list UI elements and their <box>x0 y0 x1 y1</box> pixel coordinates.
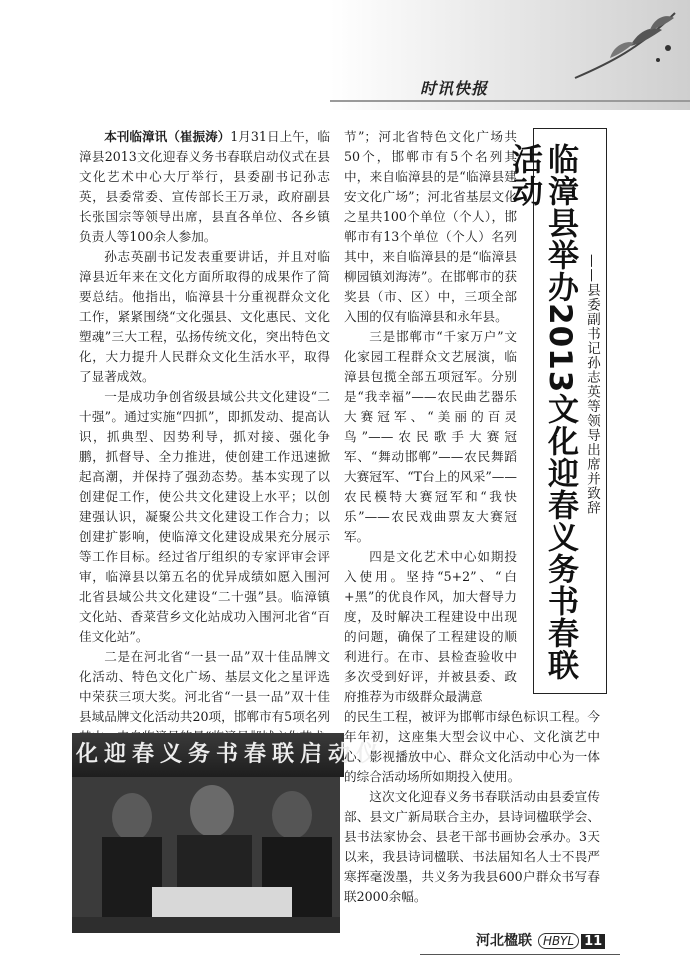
headline-title: 临漳县举办2013文化迎春义务书春联活动 <box>506 143 578 682</box>
article-column-middle <box>344 127 517 707</box>
header-band <box>330 0 690 110</box>
photo-scene-icon <box>72 777 340 933</box>
article-column-left <box>79 127 330 747</box>
article-paragraph: 一是成功争创省级县域公共文化建设“二十强”。通过实施“四抓”，即抓发动、提高认识，抓典型、因势利导，抓对接、强化争鹏，抓督导、全力推进，使创建工作迅速掀起高潮，并保持了强劲态势。基本实现了以创建促工作，使公共文化建设上水平；以创建强认识，凝聚公共文化建设工作合力；以创建扩影响，使临漳文化建设成果充分展示等工作目标。经过省厅组织的专家评审会评审，临漳县以第五名的优异成绩如愿入围河北省县域公共文化建设“二十强”县。临漳镇文化站、香菜营乡文化站成功入围河北省“百佳文化站”。 <box>79 389 330 644</box>
article-paragraph: 四是文化艺术中心如期投入使用。坚持“5+2”、“白+黑”的优良作风，加大督导力度，及时解决工程建设中出现的问题，确保了工程建设的顺利进行。在市、县检查验收中多次受到好评，并被县委、政府推荐为市级群众最满意 <box>344 549 517 704</box>
article-column-bottom <box>344 707 600 907</box>
article-paragraph: 的民生工程，被评为邯郸市绿色标识工程。今年年初，这座集大型会议中心、文化演艺中心、影视播放中心、群众文化活动中心为一体的综合活动场所如期投入使用。 <box>344 709 600 784</box>
branch-decoration-icon <box>570 8 680 88</box>
article-paragraph: 三是邯郸市“千家万户”文化家园工程群众文艺展演，临漳县包揽全部五项冠军。分别是“我幸福”——农民曲艺器乐大赛冠军、“美丽的百灵鸟”——农民歌手大赛冠军、“舞动邯郸”——农民舞蹈大赛冠军、“T台上的风采”——农民模特大赛冠军和“我快乐”——农民戏曲票友大赛冠军。 <box>344 329 517 544</box>
headline-subtitle: ——县委副书记孙志英等领导出席并致辞 <box>584 254 600 515</box>
article-paragraph: 这次文化迎春义务书春联活动由县委宣传部、县文广新局联合主办，县诗词楹联学会、县书法家协会、县老干部书画协会承办。3天以来，我县诗词楹联、书法届知名人士不畏严寒挥毫泼墨，共义务为我县600户群众书写春联2000余幅。 <box>344 789 600 904</box>
article-paragraph: 孙志英副书记发表重要讲话，并且对临漳县近年来在文化方面所取得的成果作了简要总结。他指出，临漳县十分重视群众文化工作，紧紧围绕“文化强县、文化惠民、文化塑魂”三大工程，弘扬传统文化，突出特色文化，大力提升人民群众文化生活水平，取得了显著成效。 <box>79 249 330 384</box>
article-paragraph: 二是在河北省“一县一品”双十佳品牌文化活动、特色文化广场、基层文化之星评选中荣获三项大奖。河北省“一县一品”双十佳县域品牌文化活动共20项，邯郸市有5项名列 <box>79 649 330 724</box>
article-paragraph: 节”；河北省特色文化广场共50个，邯郸市有5个名列其中，来自临漳县的是“临漳县建安文化广场”；河北省基层文化之星共100个单位（个人），邯郸市有13个单位（个人）名列其中，来自临漳县的是“临漳县柳园镇刘海涛”。在邯郸市的获奖县（市、区）中，三项全部入围的仅有临漳县和永年县。 <box>344 129 517 324</box>
page-number: 11 <box>581 934 605 949</box>
magazine-abbr: HBYL <box>538 933 579 949</box>
section-title: 时讯快报 <box>420 79 489 98</box>
photo-banner: 化迎春义务书春联启动仪 <box>72 733 344 777</box>
headline-box <box>506 128 607 694</box>
footer-rule <box>420 954 620 955</box>
event-photo <box>72 733 385 933</box>
article-paragraph: 本刊临漳讯（崔振涛）1月31日上午，临漳县2013文化迎春义务书春联启动仪式在县文化艺术中心大厅举行，县委副书记孙志英，县委常委、宣传部长王万录，政府副县长张国宗等领导出席，县直各单位、各乡镇负责人等100余人参加。 <box>79 129 330 244</box>
page-footer <box>476 930 605 950</box>
header-rule <box>330 100 690 102</box>
magazine-name: 河北楹联 <box>476 933 532 949</box>
article-lead: 本刊临漳讯（崔振涛） <box>104 129 231 144</box>
